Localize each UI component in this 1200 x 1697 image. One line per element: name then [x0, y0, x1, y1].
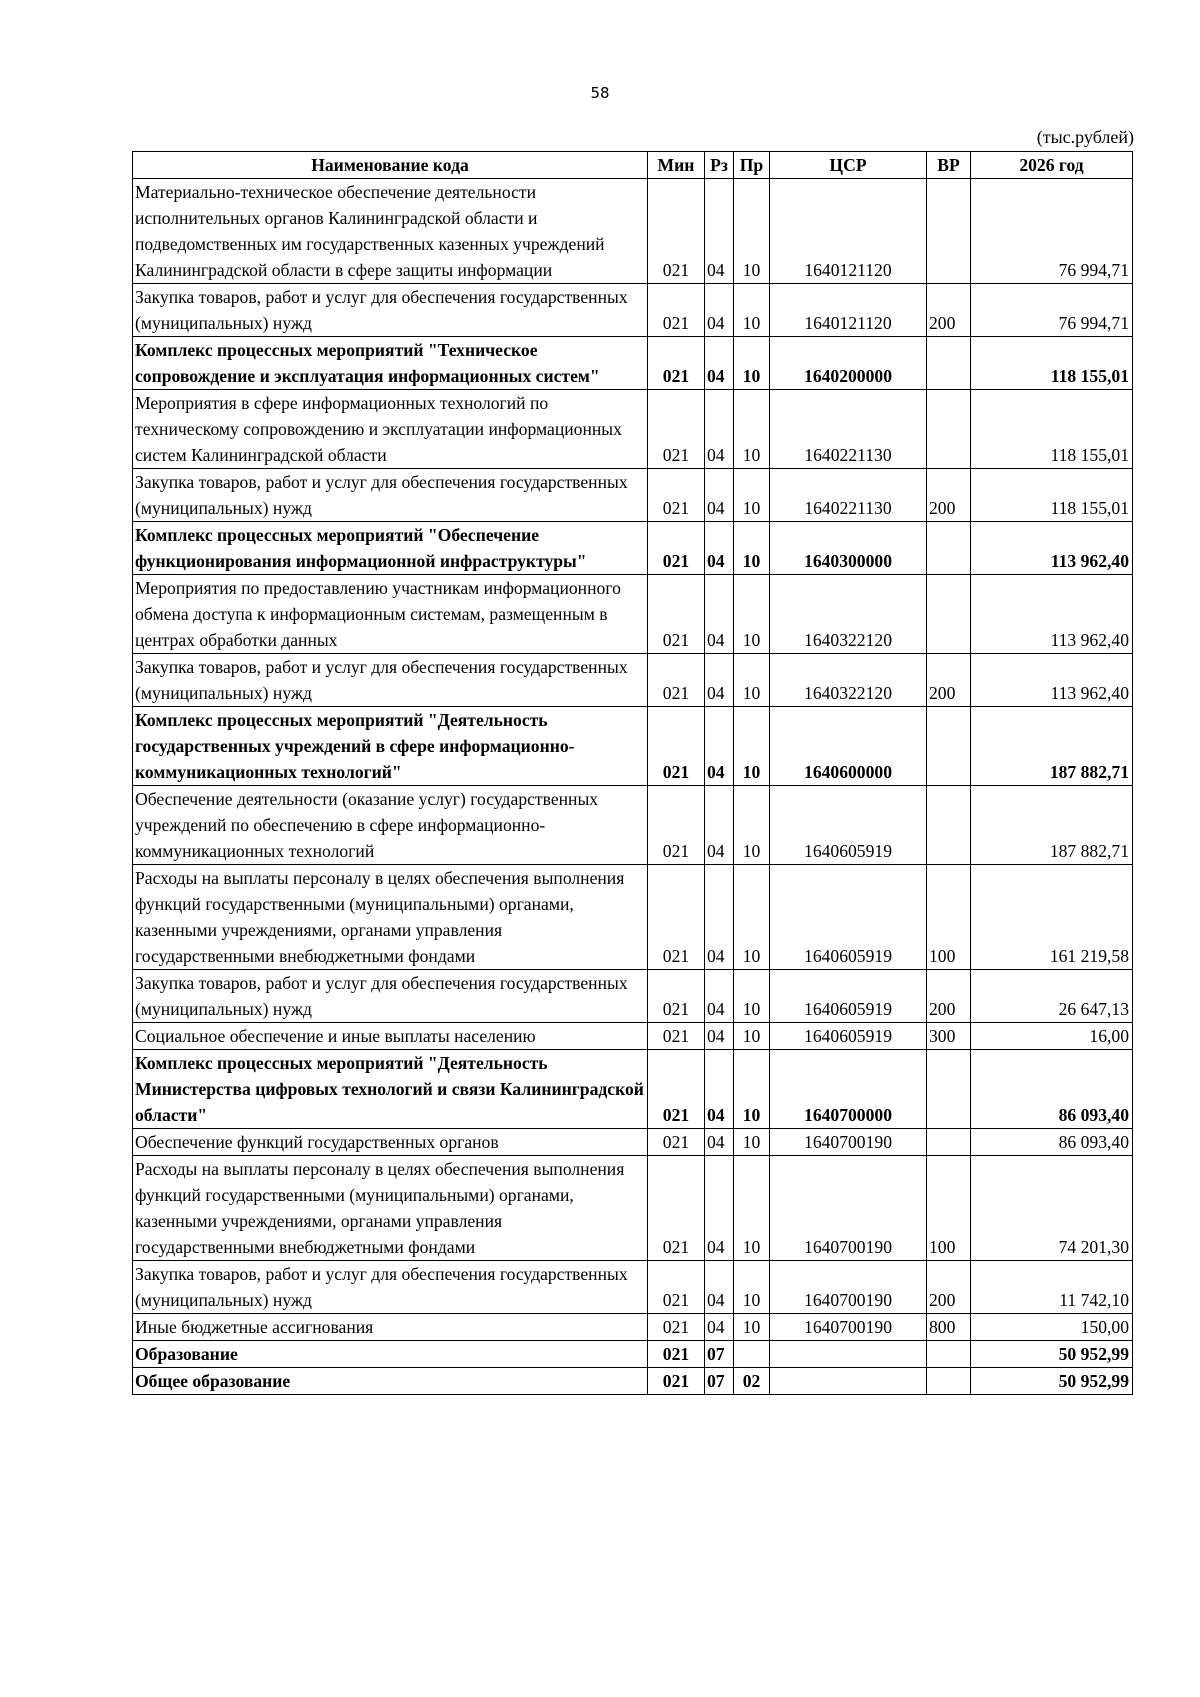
- cell-name: Закупка товаров, работ и услуг для обеспечения государственных (муниципальных) нужд: [133, 284, 648, 337]
- cell-rz: 04: [705, 179, 734, 284]
- table-row: [133, 337, 1133, 390]
- cell-amount: 26 647,13: [971, 970, 1133, 1023]
- cell-rz: 04: [705, 284, 734, 337]
- cell-name: Комплекс процессных мероприятий "Деятельность государственных учреждений в сфере информационно-коммуникационных технологий": [133, 707, 648, 786]
- header-min: Мин: [648, 152, 705, 179]
- cell-rz: 04: [705, 654, 734, 707]
- cell-amount: 118 155,01: [971, 337, 1133, 390]
- cell-amount: 76 994,71: [971, 179, 1133, 284]
- cell-vr: [927, 337, 971, 390]
- cell-min: 021: [648, 1341, 705, 1368]
- cell-pr: 10: [734, 786, 770, 865]
- cell-vr: 800: [927, 1314, 971, 1341]
- cell-rz: 04: [705, 1261, 734, 1314]
- cell-name: Комплекс процессных мероприятий "Деятельность Министерства цифровых технологий и связи Калининградской области": [133, 1050, 648, 1129]
- cell-rz: 07: [705, 1368, 734, 1395]
- table-row: [133, 654, 1133, 707]
- cell-name: Мероприятия в сфере информационных технологий по техническому сопровождению и эксплуатации информационных систем Калининградской области: [133, 390, 648, 469]
- cell-csr: 1640221130: [770, 390, 927, 469]
- cell-rz: 04: [705, 1129, 734, 1156]
- cell-pr: 10: [734, 1050, 770, 1129]
- cell-csr: 1640600000: [770, 707, 927, 786]
- cell-csr: 1640700190: [770, 1129, 927, 1156]
- cell-min: 021: [648, 654, 705, 707]
- cell-vr: [927, 575, 971, 654]
- cell-amount: 113 962,40: [971, 654, 1133, 707]
- cell-amount: 150,00: [971, 1314, 1133, 1341]
- cell-amount: 86 093,40: [971, 1050, 1133, 1129]
- cell-vr: [927, 786, 971, 865]
- cell-csr: [770, 1368, 927, 1395]
- cell-min: 021: [648, 786, 705, 865]
- cell-name: Обеспечение функций государственных органов: [133, 1129, 648, 1156]
- cell-rz: 04: [705, 1156, 734, 1261]
- cell-vr: [927, 1050, 971, 1129]
- cell-min: 021: [648, 1023, 705, 1050]
- cell-pr: 10: [734, 469, 770, 522]
- cell-vr: 200: [927, 654, 971, 707]
- cell-name: Общее образование: [133, 1368, 648, 1395]
- cell-csr: 1640121120: [770, 179, 927, 284]
- table-header: [133, 152, 1133, 179]
- cell-name: Расходы на выплаты персоналу в целях обеспечения выполнения функций государственными (муниципальными) органами, казенными учреждениями, органами управления государственными внебюджетными фондами: [133, 865, 648, 970]
- header-year: 2026 год: [971, 152, 1133, 179]
- table-row: [133, 390, 1133, 469]
- header-name: Наименование кода: [133, 152, 648, 179]
- table-row: [133, 1050, 1133, 1129]
- cell-rz: 04: [705, 1050, 734, 1129]
- cell-rz: 04: [705, 390, 734, 469]
- cell-pr: 10: [734, 1156, 770, 1261]
- table-row: [133, 522, 1133, 575]
- cell-pr: 02: [734, 1368, 770, 1395]
- cell-vr: 200: [927, 1261, 971, 1314]
- cell-name: Комплекс процессных мероприятий "Техническое сопровождение и эксплуатация информационных систем": [133, 337, 648, 390]
- cell-pr: 10: [734, 337, 770, 390]
- header-rz: Рз: [705, 152, 734, 179]
- cell-csr: 1640700190: [770, 1156, 927, 1261]
- cell-pr: 10: [734, 390, 770, 469]
- cell-min: 021: [648, 337, 705, 390]
- cell-vr: 100: [927, 865, 971, 970]
- cell-name: Закупка товаров, работ и услуг для обеспечения государственных (муниципальных) нужд: [133, 469, 648, 522]
- cell-vr: 200: [927, 970, 971, 1023]
- cell-name: Комплекс процессных мероприятий "Обеспечение функционирования информационной инфраструктуры": [133, 522, 648, 575]
- table-row: [133, 1129, 1133, 1156]
- cell-csr: [770, 1341, 927, 1368]
- cell-min: 021: [648, 707, 705, 786]
- cell-vr: [927, 1341, 971, 1368]
- cell-csr: 1640200000: [770, 337, 927, 390]
- cell-name: Образование: [133, 1341, 648, 1368]
- cell-amount: 113 962,40: [971, 575, 1133, 654]
- cell-csr: 1640700190: [770, 1261, 927, 1314]
- cell-amount: 50 952,99: [971, 1341, 1133, 1368]
- cell-min: 021: [648, 469, 705, 522]
- cell-vr: [927, 390, 971, 469]
- cell-amount: 11 742,10: [971, 1261, 1133, 1314]
- cell-rz: 04: [705, 707, 734, 786]
- cell-csr: 1640700190: [770, 1314, 927, 1341]
- cell-amount: 86 093,40: [971, 1129, 1133, 1156]
- table-row: [133, 786, 1133, 865]
- cell-csr: 1640300000: [770, 522, 927, 575]
- cell-amount: 16,00: [971, 1023, 1133, 1050]
- cell-min: 021: [648, 865, 705, 970]
- cell-name: Социальное обеспечение и иные выплаты населению: [133, 1023, 648, 1050]
- table-row: [133, 970, 1133, 1023]
- cell-amount: 50 952,99: [971, 1368, 1133, 1395]
- cell-vr: [927, 707, 971, 786]
- cell-amount: 113 962,40: [971, 522, 1133, 575]
- table-body: [133, 179, 1133, 1395]
- table-row: [133, 1023, 1133, 1050]
- cell-pr: 10: [734, 522, 770, 575]
- table-row: [133, 1368, 1133, 1395]
- cell-csr: 1640700000: [770, 1050, 927, 1129]
- cell-vr: [927, 1368, 971, 1395]
- cell-pr: 10: [734, 575, 770, 654]
- cell-pr: 10: [734, 865, 770, 970]
- cell-min: 021: [648, 1314, 705, 1341]
- cell-min: 021: [648, 284, 705, 337]
- cell-amount: 74 201,30: [971, 1156, 1133, 1261]
- cell-vr: 200: [927, 284, 971, 337]
- table-row: [133, 284, 1133, 337]
- cell-name: Закупка товаров, работ и услуг для обеспечения государственных (муниципальных) нужд: [133, 654, 648, 707]
- table-row: [133, 469, 1133, 522]
- cell-name: Расходы на выплаты персоналу в целях обеспечения выполнения функций государственными (муниципальными) органами, казенными учреждениями, органами управления государственными внебюджетными фондами: [133, 1156, 648, 1261]
- cell-csr: 1640605919: [770, 970, 927, 1023]
- cell-csr: 1640121120: [770, 284, 927, 337]
- cell-name: Обеспечение деятельности (оказание услуг) государственных учреждений по обеспечению в сфере информационно-коммуникационных технологий: [133, 786, 648, 865]
- cell-amount: 118 155,01: [971, 390, 1133, 469]
- table-row: [133, 707, 1133, 786]
- cell-pr: 10: [734, 654, 770, 707]
- cell-vr: [927, 522, 971, 575]
- table-row: [133, 1341, 1133, 1368]
- cell-rz: 04: [705, 575, 734, 654]
- table-row: [133, 865, 1133, 970]
- page-number: 58: [590, 84, 610, 102]
- cell-min: 021: [648, 1368, 705, 1395]
- cell-amount: 118 155,01: [971, 469, 1133, 522]
- cell-rz: 04: [705, 1314, 734, 1341]
- cell-csr: 1640605919: [770, 786, 927, 865]
- cell-vr: [927, 1129, 971, 1156]
- cell-csr: 1640605919: [770, 1023, 927, 1050]
- cell-vr: [927, 179, 971, 284]
- cell-pr: 10: [734, 1023, 770, 1050]
- cell-min: 021: [648, 1129, 705, 1156]
- cell-pr: 10: [734, 1314, 770, 1341]
- cell-min: 021: [648, 179, 705, 284]
- cell-csr: 1640322120: [770, 575, 927, 654]
- cell-rz: 04: [705, 1023, 734, 1050]
- cell-pr: 10: [734, 179, 770, 284]
- cell-amount: 161 219,58: [971, 865, 1133, 970]
- cell-amount: 76 994,71: [971, 284, 1133, 337]
- cell-name: Закупка товаров, работ и услуг для обеспечения государственных (муниципальных) нужд: [133, 1261, 648, 1314]
- cell-pr: 10: [734, 1129, 770, 1156]
- cell-pr: 10: [734, 707, 770, 786]
- cell-name: Иные бюджетные ассигнования: [133, 1314, 648, 1341]
- table-row: [133, 1261, 1133, 1314]
- cell-csr: 1640322120: [770, 654, 927, 707]
- cell-min: 021: [648, 1050, 705, 1129]
- header-pr: Пр: [734, 152, 770, 179]
- cell-pr: 10: [734, 1261, 770, 1314]
- cell-rz: 04: [705, 522, 734, 575]
- cell-csr: 1640605919: [770, 865, 927, 970]
- header-vr: ВР: [927, 152, 971, 179]
- cell-min: 021: [648, 390, 705, 469]
- header-csr: ЦСР: [770, 152, 927, 179]
- table-row: [133, 179, 1133, 284]
- cell-min: 021: [648, 1261, 705, 1314]
- cell-rz: 04: [705, 970, 734, 1023]
- cell-min: 021: [648, 1156, 705, 1261]
- cell-name: Мероприятия по предоставлению участникам информационного обмена доступа к информационным системам, размещенным в центрах обработки данных: [133, 575, 648, 654]
- cell-name: Закупка товаров, работ и услуг для обеспечения государственных (муниципальных) нужд: [133, 970, 648, 1023]
- units-label: (тыс.рублей): [1036, 127, 1134, 147]
- cell-rz: 07: [705, 1341, 734, 1368]
- table-row: [133, 575, 1133, 654]
- cell-rz: 04: [705, 786, 734, 865]
- cell-pr: [734, 1341, 770, 1368]
- cell-min: 021: [648, 970, 705, 1023]
- cell-vr: 200: [927, 469, 971, 522]
- cell-name: Материально-техническое обеспечение деятельности исполнительных органов Калининградской области и подведомственных им государственных казенных учреждений Калининградской области в сфере защиты информации: [133, 179, 648, 284]
- table-row: [133, 1156, 1133, 1261]
- cell-min: 021: [648, 575, 705, 654]
- cell-csr: 1640221130: [770, 469, 927, 522]
- header-row: [133, 152, 1133, 179]
- cell-pr: 10: [734, 284, 770, 337]
- cell-amount: 187 882,71: [971, 786, 1133, 865]
- budget-table: [132, 151, 1133, 1395]
- cell-min: 021: [648, 522, 705, 575]
- cell-rz: 04: [705, 469, 734, 522]
- table-row: [133, 1314, 1133, 1341]
- cell-vr: 300: [927, 1023, 971, 1050]
- cell-vr: 100: [927, 1156, 971, 1261]
- cell-rz: 04: [705, 865, 734, 970]
- cell-amount: 187 882,71: [971, 707, 1133, 786]
- cell-rz: 04: [705, 337, 734, 390]
- cell-pr: 10: [734, 970, 770, 1023]
